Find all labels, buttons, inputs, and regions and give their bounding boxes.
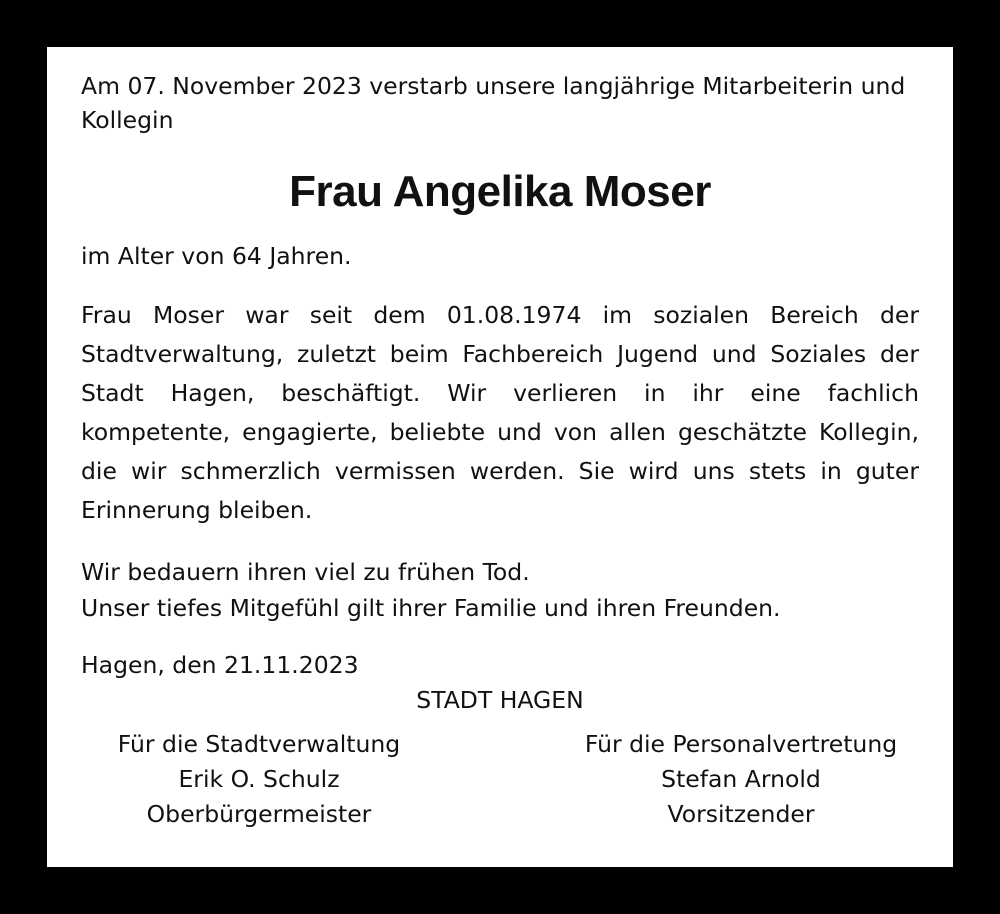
place-date: Hagen, den 21.11.2023 bbox=[81, 651, 359, 679]
signature-left bbox=[81, 727, 437, 832]
obituary-notice bbox=[47, 47, 953, 867]
organization-name: STADT HAGEN bbox=[416, 686, 584, 714]
signature-left-name: Erik O. Schulz bbox=[178, 765, 340, 793]
body-text: Frau Moser war seit dem 01.08.1974 im sozialen Bereich der Stadtverwaltung, zuletzt beim Fachbereich Jugend und Soziales der Stadt Hagen, beschäftigt. Wir verlieren in ihr eine fachlich kompetente, engagierte, beliebte und von allen geschätzte Kollegin, die wir schmerzlich vermissen werden. Sie wird uns stets in guter Erinnerung bleiben. bbox=[81, 301, 919, 524]
intro-text: Am 07. November 2023 verstarb unsere langjährige Mitarbeiterin und Kollegin bbox=[81, 72, 906, 134]
condolence-line-1: Wir bedauern ihren viel zu frühen Tod. bbox=[81, 558, 530, 586]
signature-right-department: Für die Personalvertretung bbox=[584, 730, 898, 758]
condolence-line-2: Unser tiefes Mitgefühl gilt ihrer Familie und ihren Freunden. bbox=[81, 594, 781, 622]
signature-right-name: Stefan Arnold bbox=[661, 765, 821, 793]
age-text: im Alter von 64 Jahren. bbox=[81, 242, 352, 270]
signature-block bbox=[81, 727, 919, 832]
signature-left-department: Für die Stadtverwaltung bbox=[117, 730, 401, 758]
signature-right-title: Vorsitzender bbox=[667, 800, 815, 828]
deceased-name: Frau Angelika Moser bbox=[289, 167, 711, 216]
signature-left-title: Oberbürgermeister bbox=[146, 800, 372, 828]
notice-content bbox=[81, 69, 919, 832]
condolence-text bbox=[81, 554, 919, 626]
signature-right bbox=[563, 727, 919, 832]
